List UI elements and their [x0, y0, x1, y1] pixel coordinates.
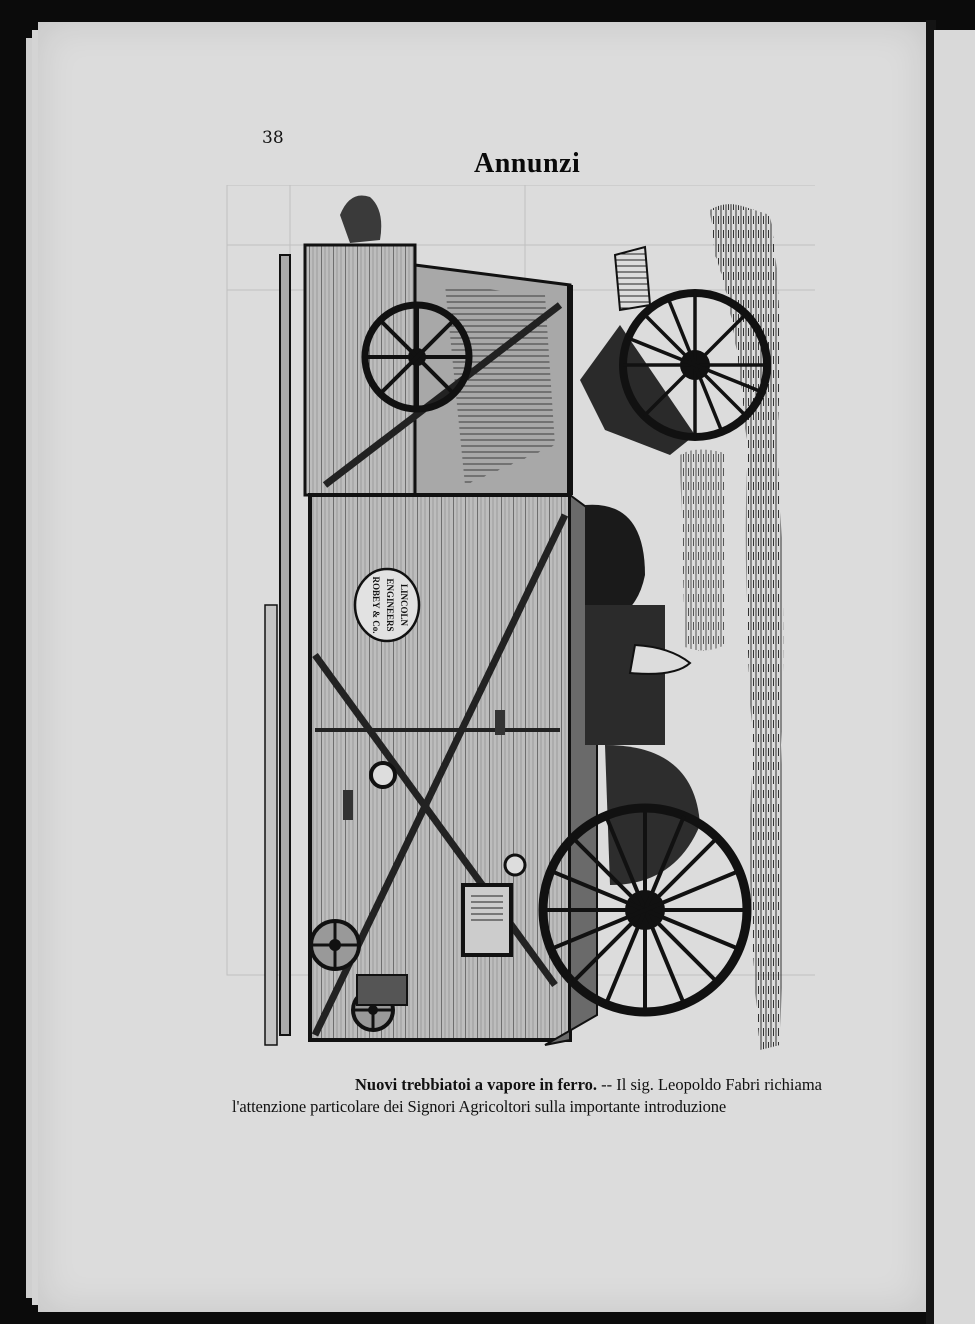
maker-emblem: [355, 569, 419, 641]
caption-line-1: [232, 1074, 822, 1096]
caption-heading: Nuovi trebbiatoi a vapore in ferro.: [355, 1075, 597, 1094]
upper-pulley-wheel: [365, 305, 469, 409]
facing-page-edge: [934, 30, 975, 1324]
caption-separator: --: [597, 1075, 617, 1094]
threshing-machine-engraving: [225, 185, 815, 1070]
emblem-line-1: ROBEY & Co.: [371, 576, 381, 634]
caption-line-2: l'attenzione particolare dei Signori Agricoltori sulla importante introduzione: [232, 1097, 727, 1116]
caption: [232, 1074, 822, 1118]
page-number: 38: [262, 128, 284, 148]
emblem-line-2: ENGINEERS: [385, 578, 395, 632]
page-title: Annunzi: [474, 148, 581, 179]
machine-upper-body: [305, 245, 570, 495]
caption-line-1-text: Il sig. Leopoldo Fabri richiama: [616, 1075, 822, 1094]
emblem-line-3: LINCOLN: [399, 583, 409, 627]
